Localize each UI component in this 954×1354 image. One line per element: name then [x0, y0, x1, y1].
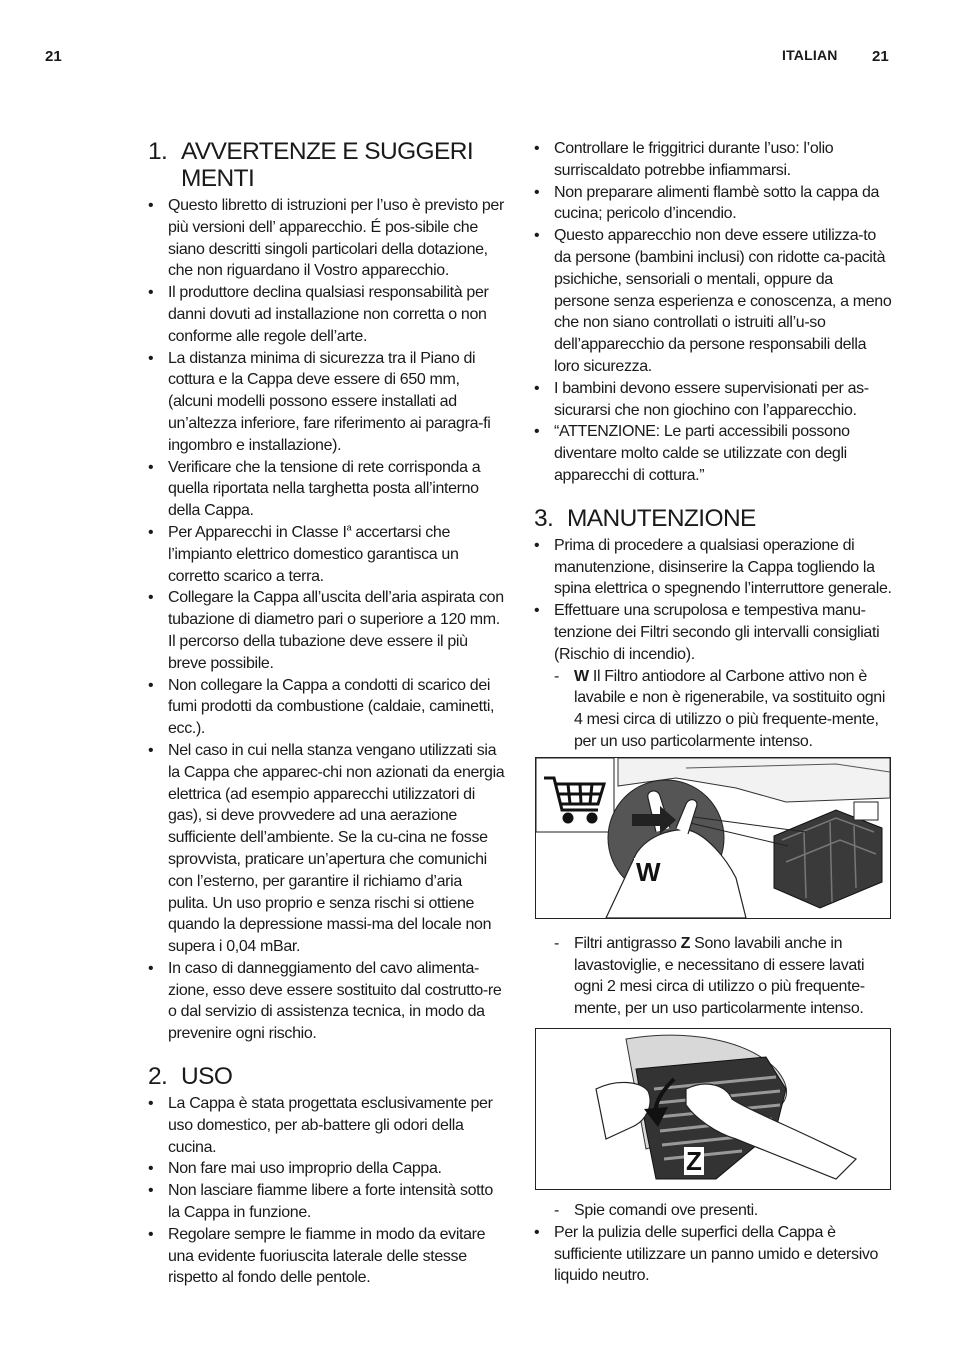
list-item — [148, 522, 506, 587]
list-item: • Per la pulizia delle superfici della Cappa è sufficiente utilizzare un panno umido e detersivo liquido neutro. — [534, 1222, 892, 1287]
list-item: • Verificare che la tensione di rete corrisponda a quella riportata nella targhetta posta all’interno della Cappa. — [148, 457, 506, 522]
grease-filter-illustration — [535, 1028, 891, 1190]
list-item: • Il produttore declina qualsiasi responsabilità per danni dovuti ad installazione non corretta o non conforme alle regole dell’arte. — [148, 282, 506, 347]
sublist-item — [534, 666, 892, 753]
item-text: Filtri antigrasso — [574, 934, 681, 952]
list-item: • Collegare la Cappa all’uscita dell’aria aspirata con tubazione di diametro pari o superiore a 120 mm. Il percorso della tubazione deve essere il più breve possibile. — [148, 587, 506, 674]
list-item: • “ATTENZIONE: Le parti accessibili possono diventare molto calde se utilizzate con degli apparecchi di cottura.” — [534, 421, 892, 486]
filter-code: W — [574, 667, 589, 685]
maintenance-sublist — [534, 666, 892, 753]
list-item: • Questo apparecchio non deve essere utilizza-to da persone (bambini inclusi) con ridotte ca-pacità psichiche, sensoriali o mentali, oppure da persone senza esperienza e conoscenza, a meno che non siano controllati o istruiti all’u-so dell’apparecchio da persone responsabili della loro sicurezza. — [534, 225, 892, 378]
section-number: 1. — [148, 138, 168, 165]
warnings-list — [148, 195, 506, 1045]
use-list — [148, 1093, 506, 1289]
section-heading-maintenance — [534, 505, 892, 532]
section-title: AVVERTENZE E SUGGERI MENTI — [181, 138, 474, 192]
maintenance-list — [534, 535, 892, 666]
list-item: • I bambini devono essere supervisionati per as-sicurarsi che non giochino con l’apparecchio. — [534, 378, 892, 422]
item-text: accertarsi che l’impianto elettrico domestico garantisca un corretto scarico a terra. — [168, 523, 459, 585]
use-list-continued — [534, 138, 892, 487]
list-item: • Questo libretto di istruzioni per l’uso è previsto per più versioni dell’ apparecchio. É pos-sibile che siano descritti singoli particolari della dotazione, che non riguardano il Vostro apparecchio. — [148, 195, 506, 282]
item-text: Per Apparecchi in Classe I — [168, 523, 347, 541]
section-number: 3. — [534, 504, 554, 532]
item-text: Il Filtro antiodore al Carbone attivo non è lavabile e non è rigenerabile, va sostituito ogni 4 mesi circa di utilizzo o più frequente-mente, per un uso particolarmente intenso. — [574, 667, 886, 750]
list-item: • In caso di danneggiamento del cavo alimenta-zione, esso deve essere sostituito dal costrutto-re o dal servizio di assistenza tecnica, in modo da prevenire ogni rischio. — [148, 958, 506, 1045]
left-column — [148, 138, 506, 1289]
page-number-left: 21 — [45, 48, 62, 65]
superscript: a — [346, 522, 352, 533]
section-title: USO — [181, 1063, 233, 1091]
section-heading-warnings — [148, 138, 506, 192]
carbon-filter-illustration — [535, 757, 891, 919]
right-column — [534, 138, 892, 1287]
section-title: MANUTENZIONE — [567, 504, 756, 532]
filter-letter-z: Z — [686, 1145, 702, 1176]
section-heading-use — [148, 1063, 506, 1090]
list-item: • Regolare sempre le fiamme in modo da evitare una evidente fuoriuscita laterale delle stesse rispetto al fondo delle pentole. — [148, 1224, 506, 1289]
list-item: • Nel caso in cui nella stanza vengano utilizzati sia la Cappa che apparec-chi non azionati da energia elettrica (ad esempio apparecchi utilizzatori di gas), si deve provvedere ad una aerazione sufficiente dell’ambiente. Se la cu-cina ne fosse sprovvista, praticare un’apertura che comunichi con l’esterno, per garantire il richiamo d’aria pulita. Un uso proprio e senza rischi si ottiene quando la depressione massi-ma del locale non supera i 0,04 mBar. — [148, 740, 506, 958]
list-item: • Controllare le friggitrici durante l’uso: l’olio surriscaldato potrebbe infiammarsi. — [534, 138, 892, 182]
page-number-right: 21 — [872, 48, 889, 65]
list-item: • Non fare mai uso improprio della Cappa. — [148, 1158, 506, 1180]
section-number: 2. — [148, 1063, 168, 1091]
filter-letter-w: W — [636, 856, 661, 887]
list-item: • La distanza minima di sicurezza tra il Piano di cottura e la Cappa deve essere di 650 mm, (alcuni modelli possono essere installati ad un’altezza inferiore, fare riferimento ai paragra-fi ingombro e installazione). — [148, 348, 506, 457]
list-item: • Non preparare alimenti flambè sotto la cappa da cucina; pericolo d’incendio. — [534, 182, 892, 226]
list-item: • La Cappa è stata progettata esclusivamente per uso domestico, per ab-battere gli odori della cucina. — [148, 1093, 506, 1158]
carbon-filter-drawing — [536, 758, 890, 918]
filter-code: Z — [680, 934, 691, 952]
sublist-item — [534, 933, 892, 1020]
list-item: • Non collegare la Cappa a condotti di scarico dei fumi prodotti da combustione (caldaie, caminetti, ecc.). — [148, 675, 506, 740]
list-item: • Effettuare una scrupolosa e tempestiva manu-tenzione dei Filtri secondo gli intervalli consigliati (Rischio di incendio). — [534, 600, 892, 665]
sublist-item: - Spie comandi ove presenti. — [534, 1200, 892, 1222]
maintenance-sublist-grease — [534, 933, 892, 1020]
item-text: Sono lavabili anche in lavastoviglie, e necessitano di essere lavati ogni 2 mesi circa di utilizzo o più frequente-mente, per un uso particolarmente intenso. — [574, 934, 865, 1018]
grease-filter-drawing — [536, 1029, 890, 1189]
list-item: • Prima di procedere a qualsiasi operazione di manutenzione, disinserire la Cappa togliendo la spina elettrica o spegnendo l’interruttore generale. — [534, 535, 892, 600]
language-label: ITALIAN — [782, 47, 838, 63]
maintenance-sublist-spie — [534, 1200, 892, 1222]
maintenance-list-end — [534, 1222, 892, 1287]
list-item: • Non lasciare fiamme libere a forte intensità sotto la Cappa in funzione. — [148, 1180, 506, 1224]
